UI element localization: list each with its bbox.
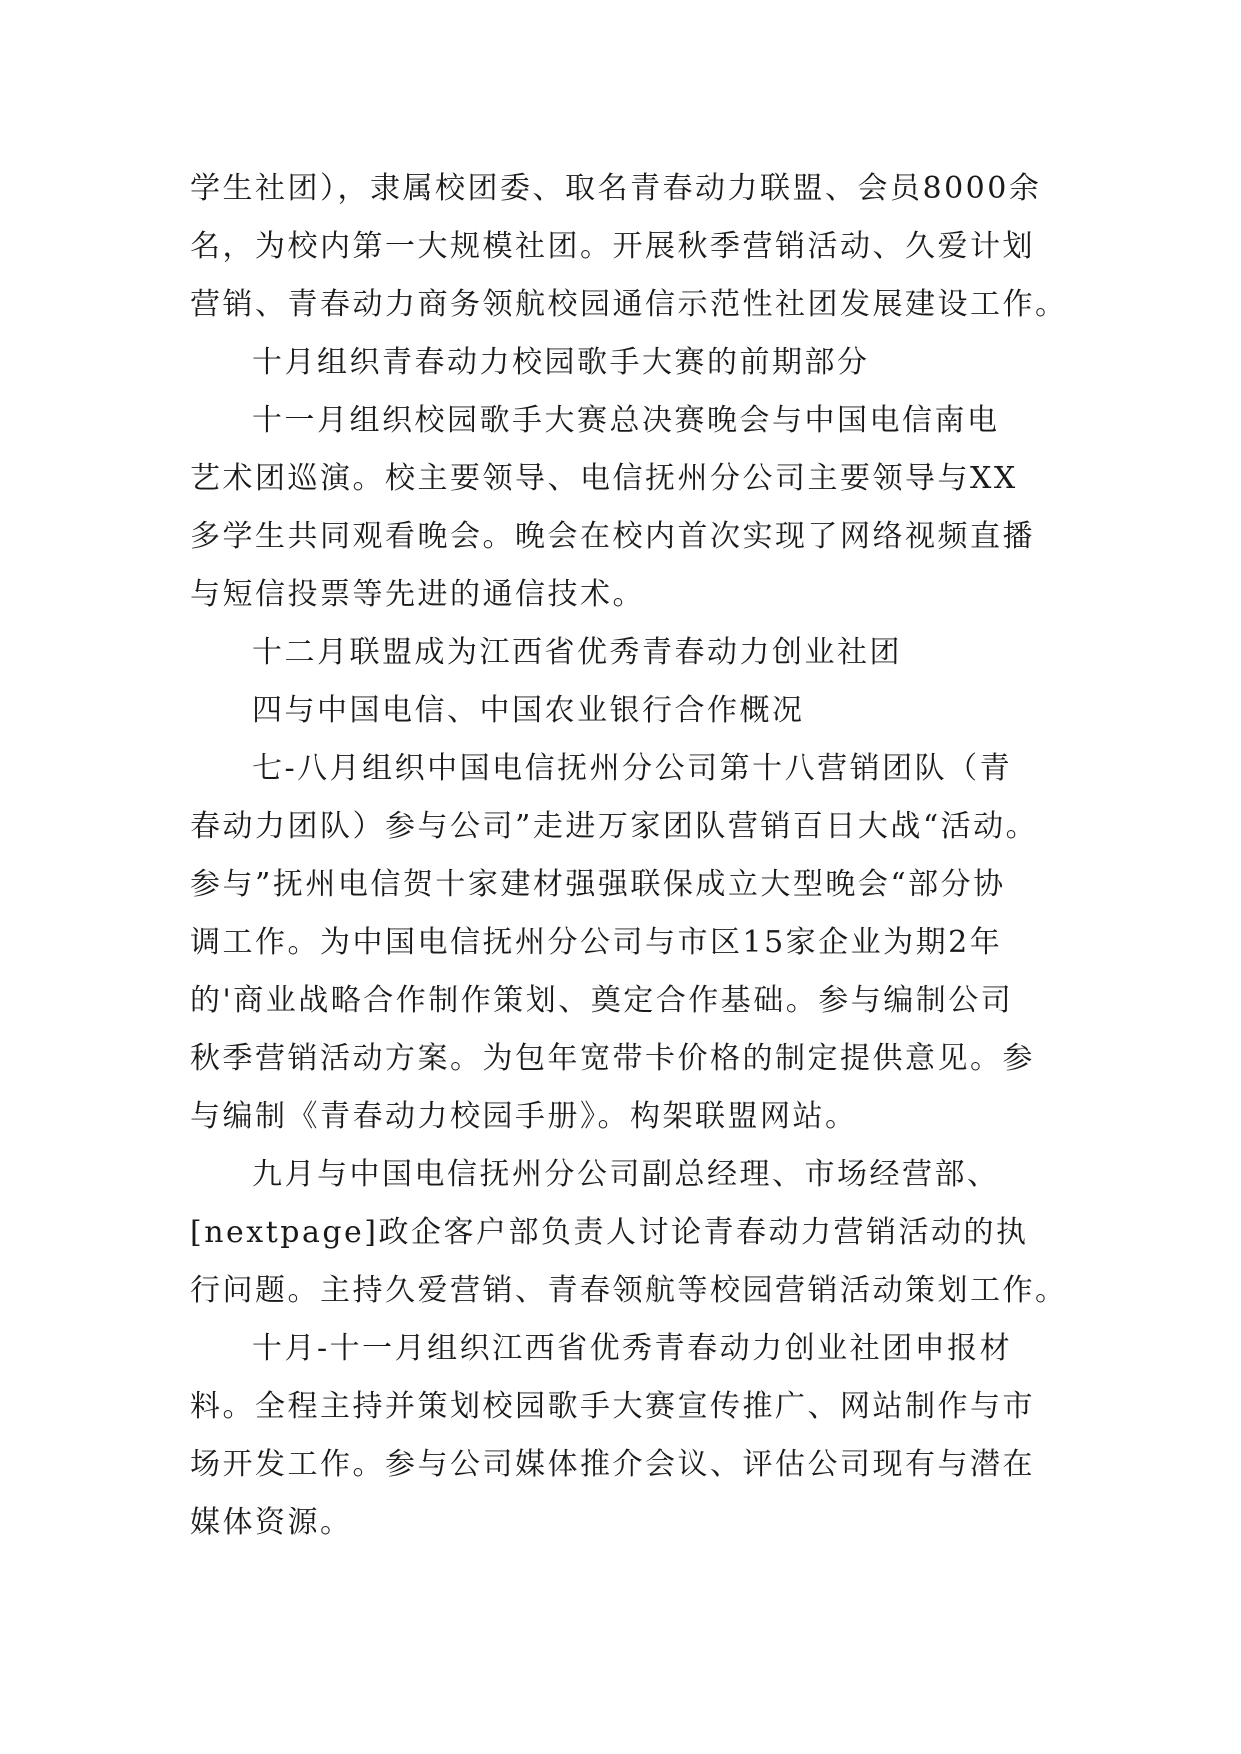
text-line: 媒体资源。 [190, 1505, 353, 1540]
text-line: 七-八月组织中国电信抚州分公司第十八营销团队（青 [252, 751, 1013, 786]
text-line: 名，为校内第一大规模社团。开展秋季营销活动、久爱计划 [190, 229, 1035, 264]
text-line: 十一月组织校园歌手大赛总决赛晚会与中国电信南电 [252, 403, 1000, 438]
text-line: 料。全程主持并策划校园歌手大赛宣传推广、网站制作与市 [190, 1389, 1035, 1424]
text-line: 营销、青春动力商务领航校园通信示范性社团发展建设工作。 [190, 287, 1068, 322]
text-line: 与编制《青春动力校园手册》。构架联盟网站。 [190, 1099, 858, 1134]
text-line: 调工作。为中国电信抚州分公司与市区15家企业为期2年 [190, 925, 1003, 960]
text-line: 学生社团），隶属校团委、取名青春动力联盟、会员8000余 [190, 171, 1042, 206]
text-line: 场开发工作。参与公司媒体推介会议、评估公司现有与潜在 [190, 1447, 1035, 1482]
text-line: 十月-十一月组织江西省优秀青春动力创业社团申报材 [252, 1331, 1013, 1366]
text-line: 四与中国电信、中国农业银行合作概况 [252, 693, 805, 728]
text-line: 十月组织青春动力校园歌手大赛的前期部分 [252, 345, 870, 380]
text-line: 行问题。主持久爱营销、青春领航等校园营销活动策划工作。 [190, 1273, 1068, 1308]
text-line: 的'商业战略合作制作策划、奠定合作基础。参与编制公司 [190, 983, 1014, 1018]
text-line: 十二月联盟成为江西省优秀青春动力创业社团 [252, 635, 902, 670]
text-line: 春动力团队）参与公司”走进万家团队营销百日大战“活动。 [190, 809, 1039, 844]
text-line: 与短信投票等先进的通信技术。 [190, 577, 645, 612]
text-line: 秋季营销活动方案。为包年宽带卡价格的制定提供意见。参 [190, 1041, 1035, 1076]
text-line: 九月与中国电信抚州分公司副总经理、市场经营部、 [252, 1157, 1000, 1192]
document-body [190, 160, 1090, 1552]
text-line: 艺术团巡演。校主要领导、电信抚州分公司主要领导与XX [190, 461, 1018, 496]
text-line: 多学生共同观看晚会。晚会在校内首次实现了网络视频直播 [190, 519, 1035, 554]
text-line: [nextpage]政企客户部负责人讨论青春动力营销活动的执 [190, 1215, 1029, 1250]
text-line: 参与”抚州电信贺十家建材强强联保成立大型晚会“部分协 [190, 867, 1006, 902]
